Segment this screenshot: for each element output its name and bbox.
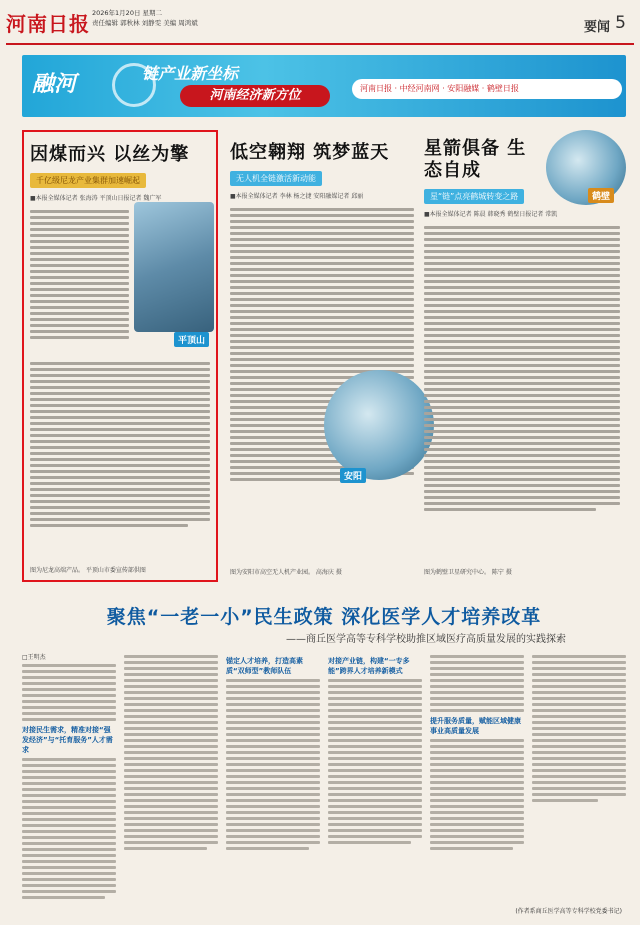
issue-date: 2026年1月20日 星期二	[92, 9, 163, 17]
article-byline: ■本报全媒体记者 李林 杨之捷 安阳融媒记者 邱丽	[230, 193, 364, 200]
article-footer: 图为鹤壁卫星研究中心。 陈宁 摄	[424, 569, 512, 576]
feature-columns	[22, 652, 626, 902]
article-body-cont	[24, 357, 216, 532]
article-anyang[interactable]	[224, 130, 420, 582]
newspaper-logo: 河南日报	[6, 12, 90, 36]
masthead-rule	[6, 43, 634, 45]
article-deck: 千亿级尼龙产业集群加速崛起	[30, 173, 146, 188]
article-headline: 因煤而兴 以丝为擎	[30, 144, 190, 165]
section-label: 要闻	[583, 20, 610, 35]
article-photo	[134, 202, 214, 332]
feature-title: 聚焦“一老一小”民生政策 深化医学人才培养改革	[106, 606, 542, 628]
feature-article[interactable]	[22, 590, 626, 915]
place-tag: 安阳	[340, 468, 366, 483]
feature-section-heading: 对接产业链，构建“一专多能”跨界人才培养新模式	[328, 657, 410, 675]
feature-column	[532, 652, 626, 902]
article-footer: 图为安阳市高空无人机产业园。 高海庆 摄	[230, 569, 342, 576]
masthead	[0, 0, 640, 60]
article-pingdingshan[interactable]	[22, 130, 218, 582]
banner-title: 链产业新坐标	[142, 64, 239, 83]
article-footer: 图为尼龙高端产品。 平顶山市委宣传部供图	[30, 567, 146, 574]
feature-subtitle: ——商丘医学高等专科学校助推区域医疗高质量发展的实践探索	[286, 634, 566, 645]
feature-section-heading: 锚定人才培养，打造高素质“双师型”教师队伍	[226, 657, 303, 675]
page-number: 5	[615, 13, 626, 33]
article-byline: ■本报全媒体记者 张海涛 平顶山日报记者 魏广军	[30, 195, 162, 202]
feature-footer: (作者系商丘医学高等专科学校党委书记)	[515, 908, 622, 915]
feature-column	[22, 652, 116, 902]
feature-byline: □王明杰	[22, 654, 46, 661]
feature-column	[226, 652, 320, 902]
article-byline: ■本报全媒体记者 陈晨 韩晓秀 鹤壁日报记者 常凯	[424, 211, 558, 218]
banner-brand: 融河	[32, 71, 77, 97]
article-body	[418, 221, 626, 516]
article-headline: 星箭俱备 生态自成	[424, 138, 527, 181]
banner-subtitle: 河南经济新方位	[180, 85, 330, 107]
article-hebi[interactable]	[418, 130, 626, 582]
feature-column	[124, 652, 218, 902]
article-deck: 无人机全链激活新动能	[230, 171, 322, 186]
feature-banner	[22, 55, 626, 117]
banner-media-tags: 河南日报 · 中经河南网 · 安阳融媒 · 鹤壁日报	[352, 79, 622, 99]
masthead-meta	[92, 8, 198, 28]
article-headline: 低空翱翔 筑梦蓝天	[230, 142, 390, 163]
editor-credits: 责任编辑 郭秋林 刘静雯 美编 周鸿斌	[92, 19, 198, 27]
feature-column	[430, 652, 524, 902]
feature-section-heading: 对接民生需求，精准对接“强发经济”与“托育服务”人才需求	[22, 726, 113, 754]
feature-column	[328, 652, 422, 902]
place-tag: 鹤壁	[588, 188, 614, 203]
article-deck: 星“链”点亮鹤城转变之路	[424, 189, 524, 204]
place-tag: 平顶山	[174, 332, 209, 347]
feature-section-heading: 提升服务质量，赋能区域健康事业高质量发展	[430, 717, 521, 735]
